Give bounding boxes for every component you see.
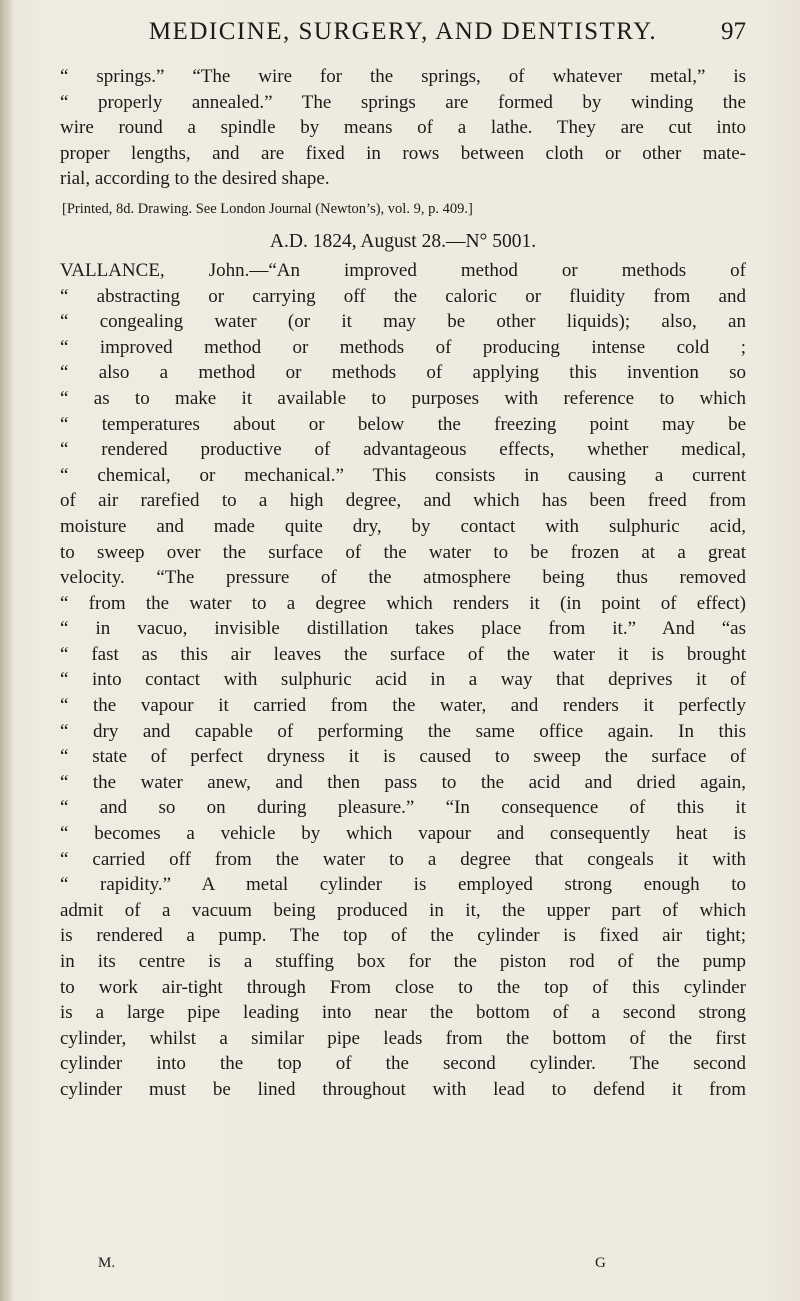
text-line: “ rapidity.” A metal cylinder is employed strong enough to [60,874,746,896]
paragraph-vallance [60,258,746,1103]
page-header [60,14,746,54]
signature-mark: M. [98,1255,116,1271]
text-line: rial, according to the desired shape. [60,168,330,190]
text-line: wire round a spindle by means of a lathe. They are cut into [60,117,746,139]
text-line: velocity. “The pressure of the atmosphere being thus removed [60,567,746,589]
text-line: to work air-tight through From close to the top of this cylinder [60,976,746,998]
text-line: “ from the water to a degree which renders it (in point of effect) [60,592,746,614]
entry-heading: A.D. 1824, August 28.—N° 5001. [269,230,537,252]
text-line: “ also a method or methods of applying this invention so [60,362,746,384]
text-line: admit of a vacuum being produced in it, the upper part of which [60,899,746,921]
text-line: “ the vapour it carried from the water, and renders it perfectly [60,695,746,717]
text-line: “ congealing water (or it may be other liquids); also, an [60,311,746,333]
text-line: is a large pipe leading into near the bottom of a second strong [60,1002,746,1024]
text-line: “ properly annealed.” The springs are formed by winding the [60,91,746,113]
running-head: MEDICINE, SURGERY, AND DENTISTRY. [148,18,658,45]
text-line: moisture and made quite dry, by contact with sulphuric acid, [60,515,746,537]
text-line: “ rendered productive of advantageous effects, whether medical, [60,439,746,461]
text-line: “ as to make it available to purposes with reference to which [60,387,746,409]
page-gutter-shadow [0,0,12,1301]
text-line: cylinder must be lined throughout with lead to defend it from [60,1078,746,1100]
text-line: “ springs.” “The wire for the springs, of whatever metal,” is [60,66,746,87]
text-line: “ fast as this air leaves the surface of the water it is brought [60,643,746,665]
text-line: cylinder into the top of the second cylinder. The second [60,1053,746,1075]
text-line: VALLANCE, John.—“An improved method or methods of [60,259,746,281]
text-line: cylinder, whilst a similar pipe leads from the bottom of the first [60,1027,746,1049]
printed-note: [Printed, 8d. Drawing. See London Journal (Newton’s), vol. 9, p. 409.] [62,200,473,217]
text-line: to sweep over the surface of the water to be frozen at a great [60,541,746,563]
text-line: “ state of perfect dryness it is caused to sweep the surface of [60,746,746,768]
text-line: “ dry and capable of performing the same office again. In this [60,720,746,742]
text-line: “ chemical, or mechanical.” This consists in causing a current [60,464,746,486]
text-line: “ improved method or methods of producing intense cold ; [60,336,746,358]
text-line: “ carried off from the water to a degree that congeals it with [60,848,746,870]
text-line: proper lengths, and are fixed in rows between cloth or other mate- [60,142,746,164]
page-number: 97 [721,18,746,45]
text-line: “ and so on during pleasure.” “In consequence of this it [60,797,746,819]
sheet-letter: G [595,1255,606,1271]
page-body [60,64,746,1103]
text-line: in its centre is a stuffing box for the piston rod of the pump [60,951,746,972]
text-line: “ into contact with sulphuric acid in a way that deprives it of [60,669,746,691]
text-line: “ the water anew, and then pass to the acid and dried again, [60,771,746,793]
text-line: of air rarefied to a high degree, and which has been freed from [60,490,746,512]
text-line: is rendered a pump. The top of the cylinder is fixed air tight; [60,925,746,947]
text-line: “ becomes a vehicle by which vapour and consequently heat is [60,823,746,845]
page-footer [60,1255,746,1279]
text-line: “ temperatures about or below the freezing point may be [60,413,746,435]
paragraph-springs [60,64,746,192]
text-line: “ abstracting or carrying off the caloric or fluidity from and [60,285,746,307]
text-line: “ in vacuo, invisible distillation takes place from it.” And “as [60,618,746,640]
